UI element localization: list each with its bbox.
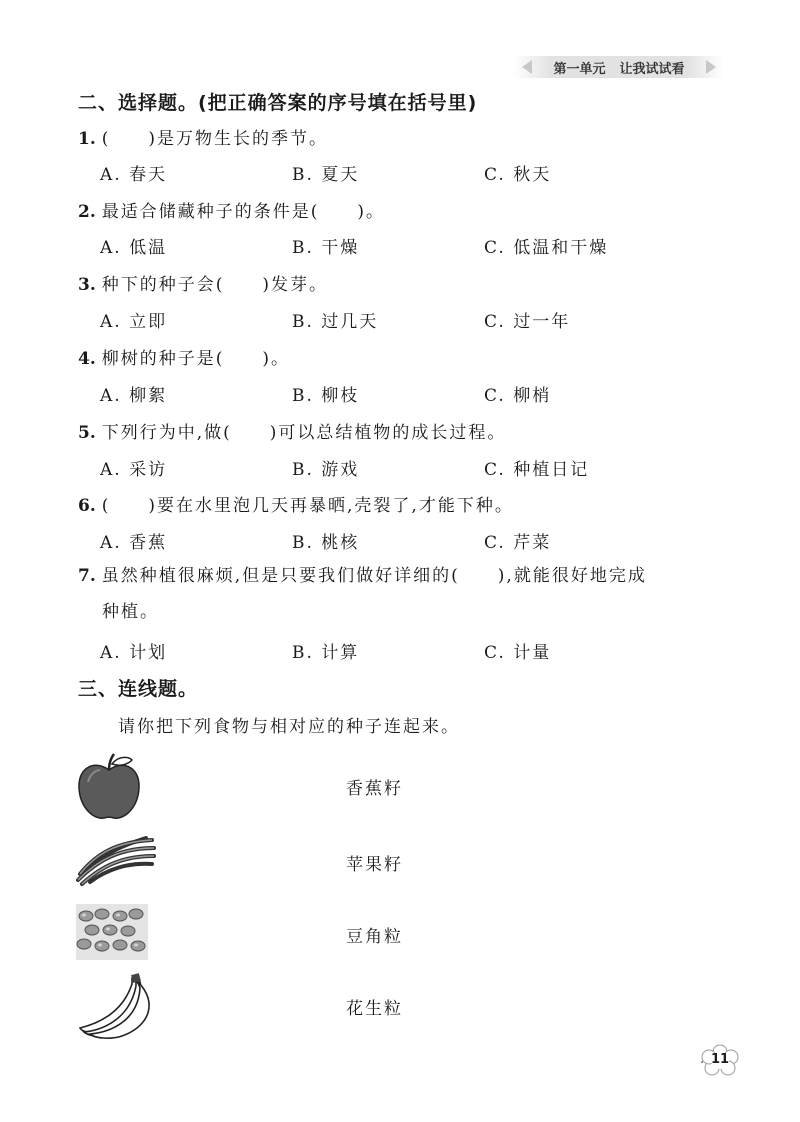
question-number: 7. (78, 566, 96, 586)
section-title-choice: 二、选择题。(把正确答案的序号填在括号里) (78, 92, 478, 114)
banana-image (76, 972, 166, 1040)
unit-label: 第一单元 (553, 61, 606, 77)
question-2 (78, 197, 385, 222)
question-text: ( )是万物生长的季节。 (101, 129, 329, 149)
page-number (700, 1044, 740, 1076)
seed-label: 豆角粒 (346, 927, 403, 947)
question-text: 虽然种植很麻烦,但是只要我们做好详细的( ),就能很好地完成 (101, 566, 647, 586)
question-5 (78, 418, 506, 443)
seed-label: 花生粒 (346, 999, 403, 1019)
option-c[interactable]: C. 种植日记 (484, 460, 590, 480)
question-number: 2. (78, 202, 96, 222)
option-c[interactable]: C. 过一年 (484, 312, 571, 332)
question-7 (78, 558, 728, 630)
question-text: 种下的种子会( )发芽。 (101, 275, 329, 295)
option-a[interactable]: A. 立即 (100, 312, 168, 332)
long-bean-image (76, 834, 156, 886)
question-4 (78, 344, 290, 369)
peanut-image (76, 904, 148, 960)
question-text: 下列行为中,做( )可以总结植物的成长过程。 (101, 423, 507, 443)
question-number: 5. (78, 423, 96, 443)
right-triangle-icon (706, 60, 716, 74)
question-6 (78, 491, 514, 516)
matching-instruction: 请你把下列食物与相对应的种子连起来。 (118, 717, 460, 737)
option-c[interactable]: C. 计量 (484, 643, 552, 663)
option-b[interactable]: B. 柳枝 (292, 386, 360, 406)
option-b[interactable]: B. 干燥 (292, 238, 360, 258)
option-a[interactable]: A. 香蕉 (100, 533, 168, 553)
section-title-matching: 三、连线题。 (78, 678, 199, 700)
question-1 (78, 124, 328, 149)
unit-header (514, 56, 724, 78)
option-c[interactable]: C. 柳梢 (484, 386, 552, 406)
option-b[interactable]: B. 桃核 (292, 533, 360, 553)
option-c[interactable]: C. 秋天 (484, 165, 552, 185)
page-number-text: 11 (710, 1052, 730, 1067)
option-b[interactable]: B. 计算 (292, 643, 360, 663)
unit-title: 让我试试看 (619, 61, 685, 77)
question-text: ( )要在水里泡几天再暴晒,壳裂了,才能下种。 (101, 496, 514, 516)
question-3 (78, 270, 328, 295)
option-b[interactable]: B. 过几天 (292, 312, 379, 332)
question-number: 4. (78, 349, 96, 369)
option-a[interactable]: A. 采访 (100, 460, 168, 480)
apple-image (76, 752, 142, 822)
option-c[interactable]: C. 低温和干燥 (484, 238, 609, 258)
seed-label: 香蕉籽 (346, 779, 403, 799)
option-b[interactable]: B. 夏天 (292, 165, 360, 185)
question-text: 柳树的种子是( )。 (101, 349, 291, 369)
question-number: 1. (78, 129, 96, 149)
question-number: 6. (78, 496, 96, 516)
option-b[interactable]: B. 游戏 (292, 460, 360, 480)
option-a[interactable]: A. 柳絮 (100, 386, 168, 406)
seed-label: 苹果籽 (346, 855, 403, 875)
left-triangle-icon (522, 60, 532, 74)
question-text-continued: 种植。 (102, 602, 159, 622)
option-a[interactable]: A. 低温 (100, 238, 168, 258)
option-a[interactable]: A. 春天 (100, 165, 168, 185)
option-a[interactable]: A. 计划 (100, 643, 168, 663)
option-c[interactable]: C. 芹菜 (484, 533, 552, 553)
question-text: 最适合储藏种子的条件是( )。 (101, 202, 386, 222)
question-number: 3. (78, 275, 96, 295)
